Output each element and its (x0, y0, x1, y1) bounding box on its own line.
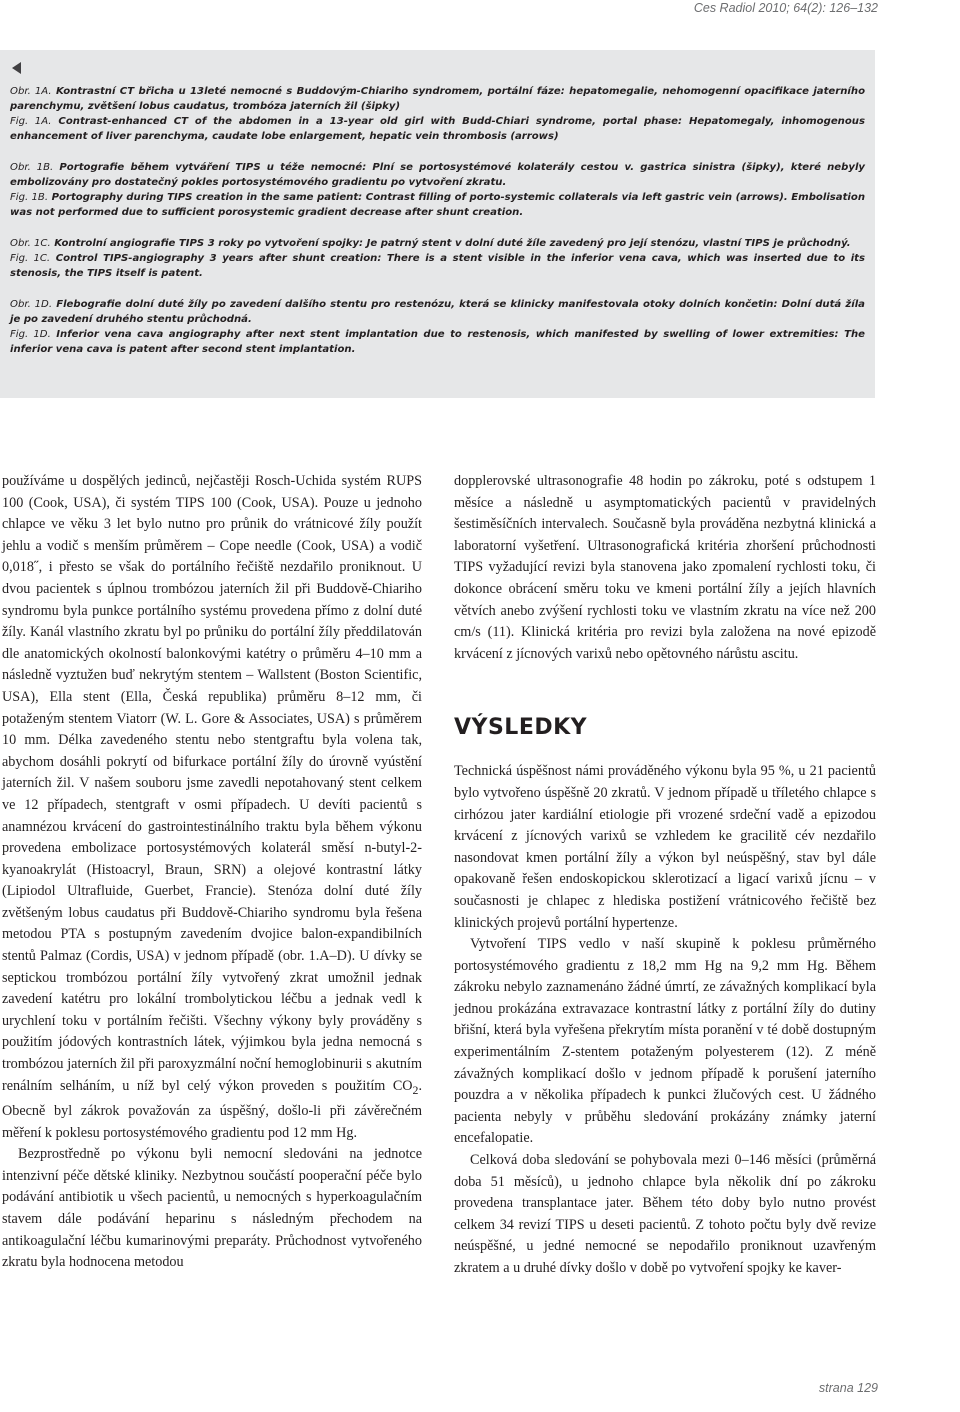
caption-1a-cz: Obr. 1A. Kontrastní CT břicha u 13leté nemocné s Buddovým-Chiariho syndromem, portální fáze: hepatomegalie, nehomogenní opacifikace jaterního parenchymu, zvětšení lobus caudatus, trombóza jaterních žil (šipky) (10, 86, 866, 112)
body-column-left (2, 471, 422, 1274)
paragraph: dopplerovské ultrasonografie 48 hodin po zákroku, poté s odstupem 1 měsíce a následně u asymptomatických pacientů v pravidelných šestiměsíčních intervalech. Současně byla prováděna nezbytná klinická a laboratorní vyšetření. Ultrasonografická kritéria zhoršení průchodnosti TIPS vyžadující revizi byla stanovena jako zpomalení rychlosti toku, či dokonce obrácení směru toku ve kmeni portální žíly a jejích hlavních větvích anebo zvýšení rychlosti toku ve vlastním zkratu na více než 200 cm/s (11). Klinická kritéria pro revizi byla založena na nové epizodě krvácení z jícnových varixů nebo opětovného nárůstu ascitu. (454, 473, 876, 662)
paragraph: Celková doba sledování se pohybovala mezi 0–146 měsíci (průměrná doba 51 měsíců), u jednoho chlapce byla několik dní po zákroku provedena transplantace jater. Během této doby bylo nutno provést celkem 34 revizí TIPS u deseti pacientů. Z tohoto počtu byly dvě revize neúspěšné, u jedné nemocné se nepodařilo proniknout uzavřeným zkratem a u druhé dívky došlo v době po vytvoření spojky ke kaver- (454, 1152, 876, 1276)
caption-1d-en: Fig. 1D. Inferior vena cava angiography after next stent implantation due to restenosis, which manifested by swelling of lower extremities: The inferior vena cava is patent after second stent implantation. (10, 329, 865, 355)
journal-citation: Ces Radiol 2010; 64(2): 126–132 (693, 1, 878, 15)
caption-1d-cz: Obr. 1D. Flebografie dolní duté žíly po zavedení dalšího stentu pro restenózu, která se klinicky manifestovala otoky dolních končetin: Dolní dutá žíla je po zavedení druhého stentu průchodná. (10, 299, 865, 325)
paragraph: Technická úspěšnost námi prováděného výkonu byla 95 %, u 21 pacientů bylo vytvořeno úspěšně 20 zkratů. V jednom případě u tříletého chlapce s cirhózou jater kardiální etiologie při vrozené srdeční vadě a epizodou krvácení z jícnových varixů se vzhledem ke gracilitě cév nezdařilo nasondovat kmen portální žíly a výkon byl neúspěšný, stav byl dále opakovaně řešen endoskopickou sklerotizací a ligací varixů jícnu – v současnosti je chlapec z hlediska postižení vrátnicového řečiště bez klinických projevů portální hypertenze. (454, 763, 876, 931)
paragraph: Vytvoření TIPS vedlo v naší skupině k poklesu průměrného portosystémového gradientu z 18,2 mm Hg na 9,2 mm Hg. Během zákroku nebylo zaznamenáno žádné úmrtí, ze závažných komplikací byla jednou prokázána extravazace kontrastní látky z portální žíly do dutiny břišní, která byla vyřešena překrytím místa poranění v té době dostupným experimentálním Z-stentem potaženým polyesterem (12). Z méně závažných komplikací došlo v jednom případě k porušení jaterního pouzdra a v několika případech k punkci žlučových cest. U žádného pacienta nebyly v průběhu sledování prokázány známky jaterní encefalopatie. (454, 936, 876, 1147)
caption-1b (10, 160, 865, 220)
caption-1a (10, 84, 865, 144)
paragraph: používáme u dospělých jedinců, nejčastěji Rosch-Uchida systém RUPS 100 (Cook, USA), či systém TIPS 100 (Cook, USA). Pouze u jednoho chlapce ve věku 3 let bylo nutno pro průnik do vrátnicové žíly použít jehlu a vodič s menším průměrem – Cope needle (Cook, USA) a vodič 0,018˝, i přesto se však do portálního řečiště nezdařilo proniknout. U dvou pacientek s úplnou trombózou jaterních žil při Buddově-Chiariho syndromu byla punkce portálního systému provedena přímo z dolní duté žíly. Kanál vlastního zkratu byl po průniku do portální žíly předdilatován dle anatomických okolností balonkovými katétry o průměru 4–10 mm a následně vyztužen buď nekrytým stentem – Wallstent (Boston Scientific, USA), Ella stent (Ella, Česká republika) průměru 8–12 mm, či potaženým stentem Viatorr (W. L. Gore & Associates, USA) s průměrem 10 mm. Délka zavedeného stentu nebo stentgraftu byla volena tak, abychom dosáhli pokrytí od bifurkace portální žíly do úrovně vyústění jaterních žil. V našem souboru jsme zavedli nepotahovaný stent celkem ve 12 případech, stentgraft v osmi případech. U devíti pacientů s anamnézou krvácení do gastrointestinálního traktu byla během výkonu provedena embolizace portosystémových kolaterál směsí n-butyl-2-kyanoakrylát (Histoacryl, Braun, SRN) a olejové kontrastní látky (Lipiodol Ultrafluide, Guerbet, Francie). Stenóza dolní duté žíly zvětšeným lobus caudatus při Buddově-Chiariho syndromu byla řešena metodou PTA s postupným zavedením dvojice balon-expandibilních stentů Palmaz (Cordis, USA) v jednom případě (obr. 1.A–D). U dívky se septickou trombózou portální žíly vytvořený zkrat umožnil jednak zavedení katétru pro lokální trombolytickou léčbu a jednak vedl k urychlení toku v portálním řečišti. Všechny výkony byly prováděny s použitím jódových kontrastních látek, výjimkou byla jedna nemocná s trombózou jaterních žil při paroxyzmální noční hemoglobinurii s akutním renálním selháním, u níž byl celý výkon proveden s použitím $CO_2$. Obecně byl zákrok považován za úspěšný, došlo-li při závěrečném měření k poklesu portosystémového gradientu pod 12 mm Hg. (2, 473, 422, 1141)
caption-1a-en: Fig. 1A. Contrast-enhanced CT of the abdomen in a 13-year old girl with Budd-Chiari syndrome, portal phase: Hepatomegaly, inhomogenous enhancement of liver parenchyma, caudate lobe enlargement, hepatic vein thrombosis (arrows) (10, 116, 866, 142)
caption-1b-en: Fig. 1B. Portography during TIPS creation in the same patient: Contrast filling of porto-systemic collaterals via left gastric vein (arrows). Embolisation was not performed due to sufficient porosystemic gradient decrease after shunt creation. (10, 192, 866, 218)
caption-1d (10, 297, 865, 357)
figure-caption-box (0, 50, 875, 398)
caption-1b-cz: Obr. 1B. Portografie během vytváření TIPS u téže nemocné: Plní se portosystémové kolaterály cestou v. gastrica sinistra (šipky), které nebyly embolizovány pro dostatečný pokles portosystémového gradientu po vytvoření zkratu. (10, 162, 865, 188)
caption-1c-cz: Obr. 1C. Kontrolní angiografie TIPS 3 roky po vytvoření spojky: Je patrný stent v dolní duté žíle zavedený pro její stenózu, vlastní TIPS je průchodný. (10, 238, 851, 249)
page-number: strana 129 (818, 1381, 878, 1395)
body-column-right (454, 471, 876, 1280)
triangle-left-icon (12, 62, 21, 74)
paragraph: Bezprostředně po výkonu byli nemocní sledováni na jednotce intenzivní péče dětské kliniky. Nezbytnou součástí pooperační péče bylo podávání antibiotik u všech pacientů, u nemocných s hyperkoagulačním stavem dále podávání heparinu s následným přechodem na antikoagulační léčbu kumarinovými preparáty. Průchodnost vytvořeného zkratu byla hodnocena metodou (2, 1146, 422, 1271)
section-heading: VÝSLEDKY (454, 715, 588, 741)
caption-1c-en: Fig. 1C. Control TIPS-angiography 3 years after shunt creation: There is a stent visible in the inferior vena cava, which was inserted due to its stenosis, the TIPS itself is patent. (10, 253, 865, 279)
caption-1c (10, 236, 865, 281)
